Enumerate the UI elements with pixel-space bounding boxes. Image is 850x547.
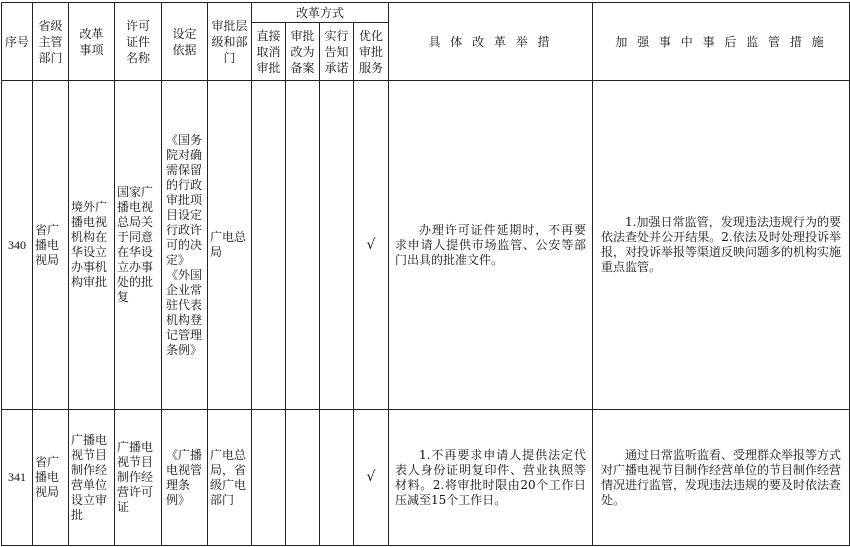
header-reform-mode: 改革方式 [252, 3, 389, 23]
cell-mode-cancel [252, 81, 286, 410]
cell-dept: 省广播电视局 [33, 81, 69, 410]
cell-seq: 340 [2, 81, 33, 410]
cell-license: 国家广播电视总局关于同意在华设立办事处的批复 [115, 81, 162, 410]
table-row [2, 410, 850, 546]
reform-table [1, 2, 850, 546]
cell-seq: 341 [2, 410, 33, 546]
cell-item: 境外广播电视机构在华设立办事机构审批 [69, 81, 115, 410]
cell-level: 广电总局，省级广电部门 [208, 410, 252, 546]
cell-mode-notify [320, 81, 354, 410]
header-mode-notify: 实行告知承诺 [320, 23, 354, 81]
cell-basis: 《国务院对确需保留的行政审批项目设定行政许可的决定》《外国企业常驻代表机构登记管理条例》 [162, 81, 208, 410]
cell-supervision: 通过日常监听监看、受理群众举报等方式对广播电视节目制作经营单位的节目制作经营情况进行监管，发现违法违规的要及时依法查处。 [593, 410, 850, 546]
cell-mode-cancel [252, 410, 286, 546]
header-seq: 序号 [2, 3, 33, 81]
cell-item: 广播电视节目制作经营单位设立审批 [69, 410, 115, 546]
cell-basis: 《广播电视管理条例》 [162, 410, 208, 546]
header-mode-cancel: 直接取消审批 [252, 23, 286, 81]
cell-license: 广播电视节目制作经营许可证 [115, 410, 162, 546]
cell-mode-record [286, 410, 320, 546]
header-basis: 设定依据 [162, 3, 208, 81]
cell-mode-notify [320, 410, 354, 546]
header-dept: 省级主管部门 [33, 3, 69, 81]
cell-level: 广电总局 [208, 81, 252, 410]
header-mode-record: 审批改为备案 [286, 23, 320, 81]
cell-mode-optimize: √ [354, 81, 389, 410]
cell-mode-record [286, 81, 320, 410]
table-row [2, 81, 850, 410]
cell-measures: 1.不再要求申请人提供法定代表人身份证明复印件、营业执照等材料。2.将审批时限由20个工作日压减至15个工作日。 [389, 410, 593, 546]
cell-mode-optimize: √ [354, 410, 389, 546]
header-measures: 具 体 改 革 举 措 [389, 3, 593, 81]
cell-measures: 办理许可证件延期时，不再要求申请人提供市场监管、公安等部门出具的批准文件。 [389, 81, 593, 410]
header-license: 许可证件名称 [115, 3, 162, 81]
cell-supervision: 1.加强日常监管，发现违法违规行为的要依法查处并公开结果。2.依法及时处理投诉举报，对投诉举报等渠道反映问题多的机构实施重点监管。 [593, 81, 850, 410]
header-item: 改革事项 [69, 3, 115, 81]
header-level: 审批层级和部门 [208, 3, 252, 81]
header-supervision: 加 强 事 中 事 后 监 管 措 施 [593, 3, 850, 81]
cell-dept: 省广播电视局 [33, 410, 69, 546]
header-mode-optimize: 优化审批服务 [354, 23, 389, 81]
